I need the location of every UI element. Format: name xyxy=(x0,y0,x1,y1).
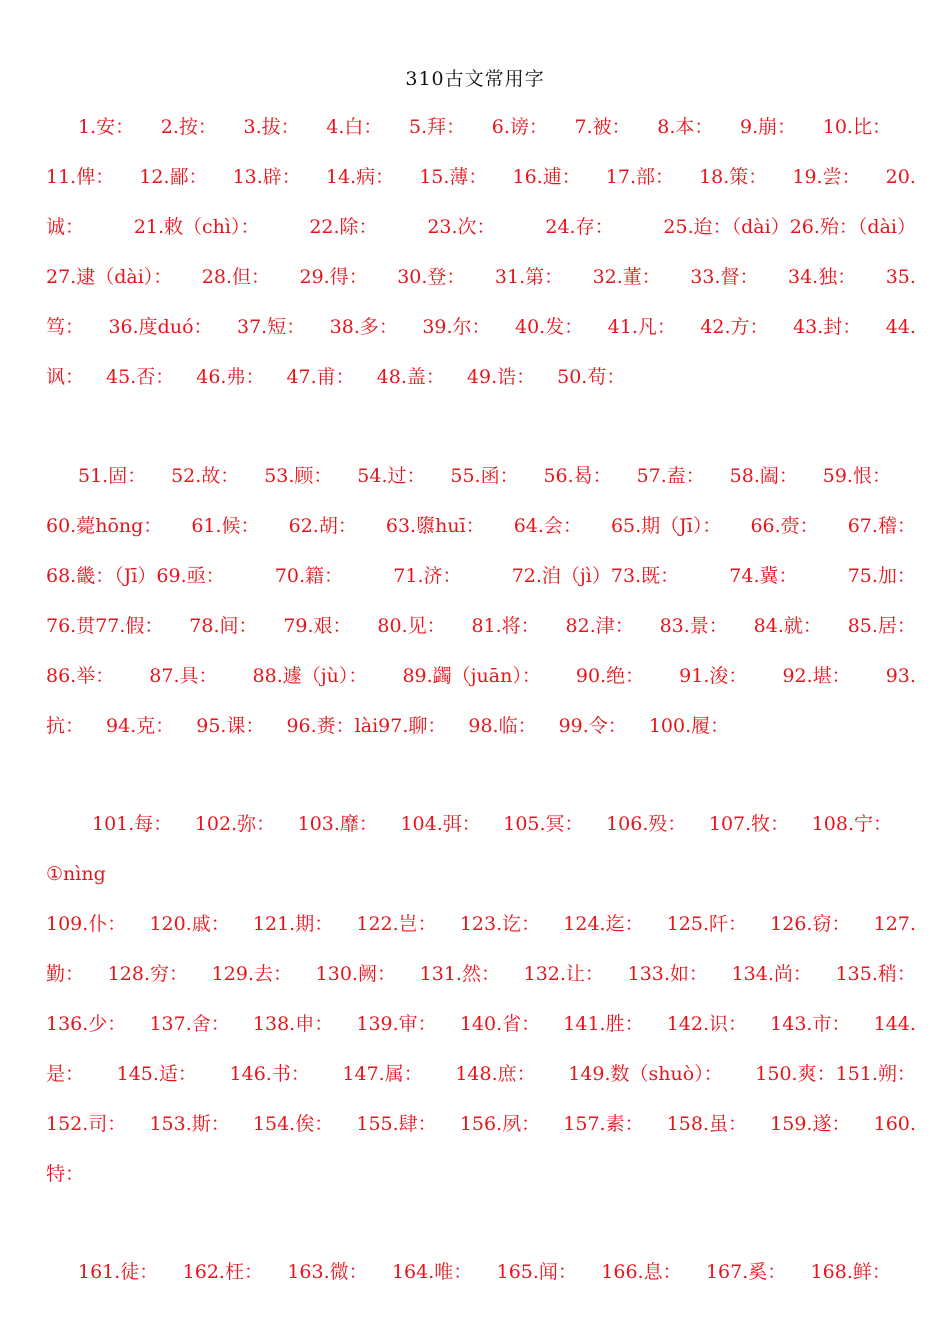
vocab-entry: 162.枉： xyxy=(182,1261,263,1283)
vocab-entry: 155.肆： xyxy=(356,1113,437,1135)
vocab-entry: 96.赉：lài97.聊： xyxy=(286,715,447,737)
vocab-entry: 142.识： xyxy=(666,1013,748,1035)
vocab-entry: 129.去： xyxy=(211,963,292,985)
vocab-entry: 47.甫： xyxy=(286,366,355,388)
vocab-entry: 81.将： xyxy=(471,615,540,637)
text-line xyxy=(46,861,916,887)
vocab-entry: 64.会： xyxy=(513,515,582,537)
vocab-entry: 43.封： xyxy=(793,316,862,338)
vocab-entry: 16.逋： xyxy=(512,166,581,188)
vocab-entry: 141.胜： xyxy=(563,1013,644,1035)
vocab-entry: 89.蠲（juān）： xyxy=(402,665,541,687)
vocab-entry: 28.但： xyxy=(201,266,270,288)
vocab-entry: 88.遽（jù）： xyxy=(252,665,368,687)
text-line xyxy=(46,961,916,987)
vocab-entry: 125.阡： xyxy=(666,913,748,935)
vocab-entry: 62.胡： xyxy=(288,515,357,537)
vocab-entry: 27.逮（dài）： xyxy=(46,266,173,288)
vocab-entry: 137.舍： xyxy=(149,1013,230,1035)
vocab-entry: 123.讫： xyxy=(459,913,541,935)
vocab-entry: 33.督： xyxy=(690,266,759,288)
vocab-entry: 105.冥： xyxy=(503,813,584,835)
vocab-entry: 22.除： xyxy=(309,216,378,238)
vocab-entry: 54.过： xyxy=(357,465,426,487)
vocab-entry: 48.盖： xyxy=(376,366,445,388)
text-line xyxy=(92,811,892,837)
text-line xyxy=(46,214,916,240)
vocab-entry: 99.令： xyxy=(558,715,627,737)
vocab-entry: 49.诰： xyxy=(466,366,536,388)
vocab-entry: 84.就： xyxy=(753,615,822,637)
vocab-entry: 139.审： xyxy=(356,1013,437,1035)
vocab-entry: 120.戚： xyxy=(149,913,230,935)
vocab-entry: 74.冀： xyxy=(729,565,798,587)
vocab-entry: 164.唯： xyxy=(391,1261,473,1283)
vocab-entry: 59.恨： xyxy=(822,465,891,487)
vocab-entry: 72.洎（jì）73.既： xyxy=(511,565,680,587)
vocab-entry: 121.期： xyxy=(252,913,334,935)
vocab-entry: 38.多： xyxy=(329,316,398,338)
vocab-entry: 70.籍： xyxy=(274,565,344,587)
vocab-entry: 130.阙： xyxy=(315,963,396,985)
vocab-entry: 100.履： xyxy=(648,715,730,737)
vocab-entry: 25.迨：（dài）26.殆：（dài） xyxy=(663,216,916,238)
vocab-entry: 92.堪： xyxy=(782,665,851,687)
vocab-entry: 18.策： xyxy=(699,166,768,188)
vocab-entry: 51.固： xyxy=(78,465,147,487)
vocab-entry: 168.鲜： xyxy=(810,1261,891,1283)
vocab-entry: 154.俟： xyxy=(252,1113,334,1135)
vocab-entry: 133.如： xyxy=(627,963,708,985)
vocab-entry: 71.济： xyxy=(393,565,462,587)
vocab-entry: 160. xyxy=(873,1113,916,1135)
vocab-entry: 2.按： xyxy=(160,116,217,138)
vocab-entry: 143.市： xyxy=(770,1013,851,1035)
text-line xyxy=(78,114,891,140)
vocab-entry: 148.庶： xyxy=(455,1063,536,1085)
vocab-entry: 126.窃： xyxy=(770,913,851,935)
vocab-entry: 167.奚： xyxy=(705,1261,787,1283)
vocab-entry: 60.薨hōng： xyxy=(46,515,163,537)
vocab-entry: 讽： xyxy=(46,366,85,388)
vocab-entry: 166.息： xyxy=(601,1261,682,1283)
text-line xyxy=(46,613,916,639)
text-line xyxy=(46,314,916,340)
text-line xyxy=(46,713,916,739)
vocab-entry: 63.隳huī： xyxy=(385,515,485,537)
vocab-entry: 36.度duó： xyxy=(108,316,213,338)
vocab-entry: 11.俾： xyxy=(46,166,115,188)
vocab-entry: 诚： xyxy=(46,216,85,238)
vocab-entry: 5.拜： xyxy=(409,116,466,138)
vocab-entry: 150.爽：151.朔： xyxy=(755,1063,916,1085)
text-line xyxy=(46,663,916,689)
vocab-entry: 9.崩： xyxy=(740,116,797,138)
vocab-entry: 61.候： xyxy=(191,515,260,537)
vocab-entry: 156.夙： xyxy=(459,1113,541,1135)
vocab-entry: 8.本： xyxy=(657,116,714,138)
vocab-entry: 136.少： xyxy=(46,1013,127,1035)
vocab-entry: 37.短： xyxy=(236,316,306,338)
vocab-entry: 52.故： xyxy=(171,465,240,487)
vocab-entry: 13.辟： xyxy=(232,166,301,188)
vocab-entry: 138.申： xyxy=(252,1013,334,1035)
vocab-entry: 153.斯： xyxy=(149,1113,230,1135)
vocab-entry: 98.临： xyxy=(468,715,537,737)
vocab-entry: 45.否： xyxy=(106,366,175,388)
vocab-entry: 24.存： xyxy=(545,216,614,238)
text-line xyxy=(46,1111,916,1137)
vocab-entry: 29.得： xyxy=(299,266,368,288)
vocab-entry: 笃： xyxy=(46,316,85,338)
vocab-entry: 101.每： xyxy=(92,813,173,835)
vocab-entry: 158.虽： xyxy=(666,1113,748,1135)
vocab-entry: 94.克： xyxy=(106,715,175,737)
vocab-entry: 30.登： xyxy=(397,266,466,288)
vocab-entry: 109.仆： xyxy=(46,913,127,935)
vocab-entry: 44. xyxy=(885,316,916,338)
vocab-entry: 93. xyxy=(885,665,916,687)
vocab-entry: 40.发： xyxy=(515,316,584,338)
vocab-entry: 53.顾： xyxy=(264,465,333,487)
vocab-entry: 抗： xyxy=(46,715,85,737)
vocab-entry: 87.具： xyxy=(149,665,218,687)
vocab-entry: 1.安： xyxy=(78,116,135,138)
vocab-entry: 3.拔： xyxy=(243,116,300,138)
vocab-entry: 39.尔： xyxy=(422,316,491,338)
vocab-entry: 50.苟： xyxy=(557,366,626,388)
vocab-entry: 23.次： xyxy=(427,216,496,238)
vocab-entry: 58.阖： xyxy=(729,465,798,487)
vocab-entry: 91.浚： xyxy=(679,665,748,687)
text-line xyxy=(46,1161,916,1187)
text-line xyxy=(46,911,916,937)
vocab-entry: 132.让： xyxy=(523,963,604,985)
vocab-entry: 80.见： xyxy=(377,615,446,637)
text-line xyxy=(78,463,891,489)
vocab-entry: 17.部： xyxy=(605,166,674,188)
vocab-entry: 127. xyxy=(873,913,916,935)
vocab-entry: 勤： xyxy=(46,963,85,985)
vocab-entry: 75.加： xyxy=(847,565,916,587)
vocab-entry: 19.尝： xyxy=(792,166,861,188)
vocab-entry: 35. xyxy=(885,266,916,288)
vocab-entry: 21.敕（chì）： xyxy=(133,216,260,238)
vocab-entry: 135.稍： xyxy=(835,963,916,985)
vocab-entry: 12.鄙： xyxy=(139,166,208,188)
vocab-entry: 108.宁： xyxy=(811,813,892,835)
vocab-entry: 86.举： xyxy=(46,665,115,687)
vocab-entry: 83.景： xyxy=(659,615,728,637)
vocab-entry: 31.第： xyxy=(494,266,564,288)
vocab-entry: 78.间： xyxy=(189,615,258,637)
vocab-entry: 34.独： xyxy=(788,266,857,288)
vocab-entry: 68.畿：（Jī）69.亟： xyxy=(46,565,225,587)
vocab-entry: 122.岂： xyxy=(356,913,437,935)
vocab-entry: 163.微： xyxy=(287,1261,368,1283)
text-line xyxy=(46,1061,916,1087)
vocab-entry: 76.贯77.假： xyxy=(46,615,164,637)
vocab-entry: 159.遂： xyxy=(770,1113,851,1135)
vocab-entry: 149.数（shuò）： xyxy=(568,1063,723,1085)
vocab-entry: 82.津： xyxy=(565,615,634,637)
vocab-entry: 66.赍： xyxy=(750,515,819,537)
vocab-entry: 102.弥： xyxy=(194,813,276,835)
text-line xyxy=(46,1011,916,1037)
vocab-entry: 131.然： xyxy=(419,963,500,985)
vocab-entry: 14.病： xyxy=(325,166,395,188)
vocab-entry: 90.绝： xyxy=(575,665,645,687)
vocab-entry: 140.省： xyxy=(459,1013,541,1035)
vocab-entry: 46.弗： xyxy=(196,366,265,388)
vocab-entry: 104.弭： xyxy=(400,813,481,835)
vocab-entry: 157.素： xyxy=(563,1113,644,1135)
text-line xyxy=(78,1259,891,1285)
vocab-entry: 65.期（Jī）： xyxy=(610,515,722,537)
vocab-entry: 42.方： xyxy=(700,316,769,338)
vocab-entry: ①nìng xyxy=(46,863,106,885)
vocab-entry: 32.董： xyxy=(592,266,661,288)
vocab-entry: 6.谤： xyxy=(491,116,548,138)
vocab-entry: 是： xyxy=(46,1063,85,1085)
text-line xyxy=(46,164,916,190)
vocab-entry: 165.闻： xyxy=(496,1261,577,1283)
vocab-entry: 41.凡： xyxy=(607,316,676,338)
vocab-entry: 95.课： xyxy=(196,715,265,737)
page-title: 310古文常用字 xyxy=(405,68,545,90)
vocab-entry: 107.牧： xyxy=(708,813,790,835)
vocab-entry: 106.殁： xyxy=(606,813,687,835)
vocab-entry: 161.徒： xyxy=(78,1261,159,1283)
vocab-entry: 147.属： xyxy=(342,1063,423,1085)
vocab-entry: 特： xyxy=(46,1163,85,1185)
vocab-entry: 55.函： xyxy=(450,465,519,487)
vocab-entry: 79.艰： xyxy=(283,615,352,637)
vocab-entry: 20. xyxy=(885,166,916,188)
vocab-entry: 56.曷： xyxy=(543,465,612,487)
vocab-entry: 128.穷： xyxy=(107,963,188,985)
vocab-entry: 124.迄： xyxy=(563,913,644,935)
vocab-entry: 85.居： xyxy=(847,615,916,637)
vocab-entry: 10.比： xyxy=(822,116,891,138)
vocab-entry: 57.盍： xyxy=(636,465,705,487)
vocab-entry: 146.书： xyxy=(229,1063,310,1085)
vocab-entry: 7.被： xyxy=(574,116,631,138)
text-line xyxy=(46,513,916,539)
vocab-entry: 134.尚： xyxy=(731,963,812,985)
text-line xyxy=(46,364,916,390)
vocab-entry: 103.靡： xyxy=(297,813,378,835)
vocab-entry: 144. xyxy=(873,1013,916,1035)
text-line xyxy=(46,264,916,290)
vocab-entry: 67.稽： xyxy=(847,515,916,537)
vocab-entry: 145.适： xyxy=(116,1063,197,1085)
vocab-entry: 152.司： xyxy=(46,1113,127,1135)
text-line xyxy=(46,563,916,589)
vocab-entry: 15.薄： xyxy=(419,166,488,188)
vocab-entry: 4.白： xyxy=(326,116,383,138)
